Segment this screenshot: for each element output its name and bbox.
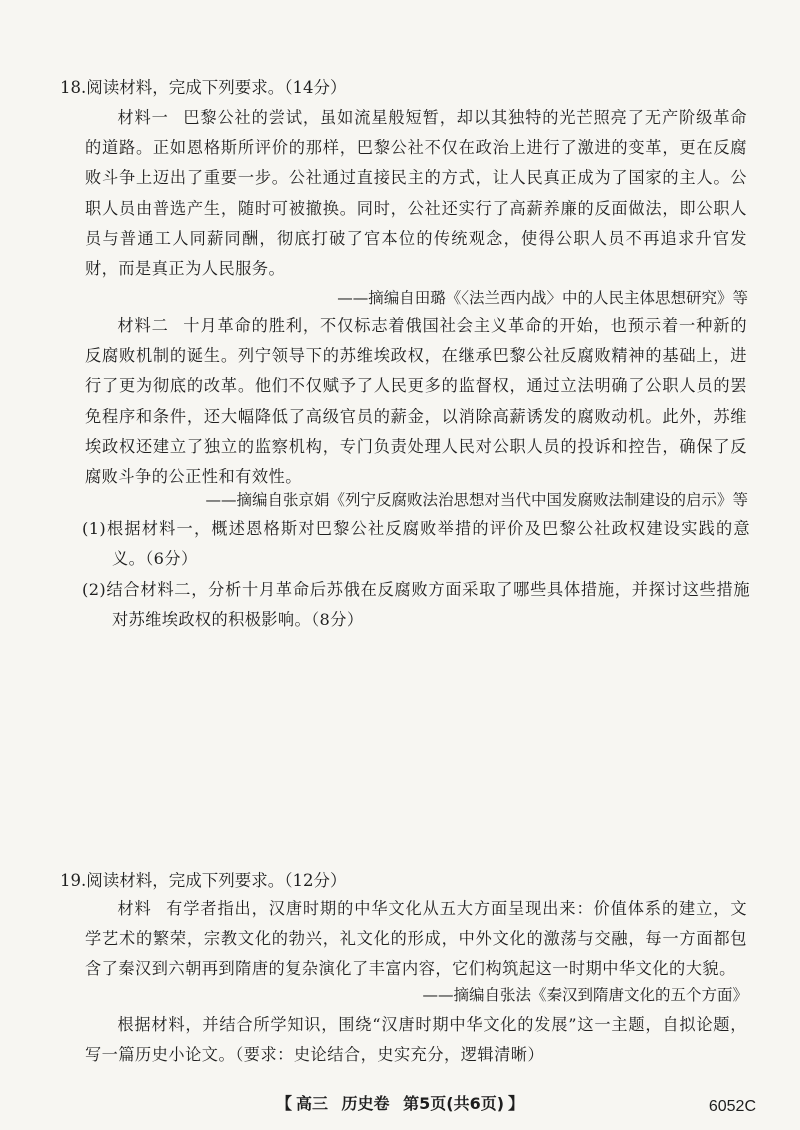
page-footer (0, 1093, 800, 1115)
q18-material-1-text: 巴黎公社的尝试，虽如流星般短暂，却以其独特的光芒照亮了无产阶级革命的道路。正如恩格斯所评价的那样，巴黎公社不仅在政治上进行了激进的变革，更在反腐败斗争上迈出了重要一步。公社通过直接民主的方式，让人民真正成为了国家的主人。公职人员由普选产生，随时可被撤换。同时，公社还实行了高薪养廉的反面做法，即公职人员与普通工人同薪同酬，彻底打破了官本位的传统观念，使得公职人员不再追求升官发财，而是真正为人民服务。 (85, 108, 748, 279)
footer-page-number: 第5页(共6页) (403, 1094, 505, 1113)
footer-grade: 高三 (295, 1094, 328, 1113)
q18-material-2-text: 十月革命的胜利，不仅标志着俄国社会主义革命的开始，也预示着一种新的反腐败机制的诞生。列宁领导下的苏维埃政权，在继承巴黎公社反腐败精神的基础上，进行了更为彻底的改革。他们不仅赋予了人民更多的监督权，通过立法明确了公职人员的罢免程序和条件，还大幅降低了高级官员的薪金，以消除高薪诱发的腐败动机。此外，苏维埃政权还建立了独立的监察机构，专门负责处理人民对公职人员的投诉和控告，确保了反腐败斗争的公正性和有效性。 (85, 316, 748, 487)
q19-instruction: 根据材料，并结合所学知识，围绕“汉唐时期中华文化的发展”这一主题，自拟论题，写一篇历史小论文。（要求：史论结合，史实充分，逻辑清晰） (85, 1015, 747, 1065)
footer-subject: 历史卷 (341, 1094, 390, 1113)
q18-material-1 (85, 103, 747, 284)
q18-material-2 (85, 311, 747, 492)
paper-code: 6052C (708, 1098, 756, 1115)
q19-material (85, 894, 747, 985)
q18-task-2: (2)结合材料二，分析十月革命后苏俄在反腐败方面采取了哪些具体措施，并探讨这些措施对苏维埃政权的积极影响。（8分） (82, 580, 750, 629)
q18-material-2-source: ——摘编自张京娟《列宁反腐败法治思想对当代中国发腐败法制建设的启示》等 (205, 491, 748, 509)
q18-material-1-source: ——摘编自田璐《〈法兰西内战〉中的人民主体思想研究》等 (337, 289, 748, 307)
question-18-heading: 18.阅读材料，完成下列要求。（14分） (60, 78, 347, 97)
footer-open-bracket: 【 (275, 1094, 292, 1113)
question-19-heading: 19.阅读材料，完成下列要求。（12分） (60, 871, 347, 890)
q19-material-label: 材料 (117, 899, 152, 918)
q18-material-2-label: 材料二 (117, 316, 169, 335)
q19-material-source: ——摘编自张法《秦汉到隋唐文化的五个方面》 (422, 986, 748, 1004)
q18-material-1-label: 材料一 (117, 108, 169, 127)
q19-material-text: 有学者指出，汉唐时期的中华文化从五大方面呈现出来：价值体系的建立，文学艺术的繁荣，宗教文化的勃兴，礼文化的形成，中外文化的激荡与交融，每一方面都包含了秦汉到六朝再到隋唐的复杂演化了丰富内容，它们构筑起这一时期中华文化的大貌。 (85, 899, 748, 979)
footer-close-bracket: 】 (508, 1094, 525, 1113)
q18-task-1: (1)根据材料一，概述恩格斯对巴黎公社反腐败举措的评价及巴黎公社政权建设实践的意义。（6分） (82, 519, 750, 568)
